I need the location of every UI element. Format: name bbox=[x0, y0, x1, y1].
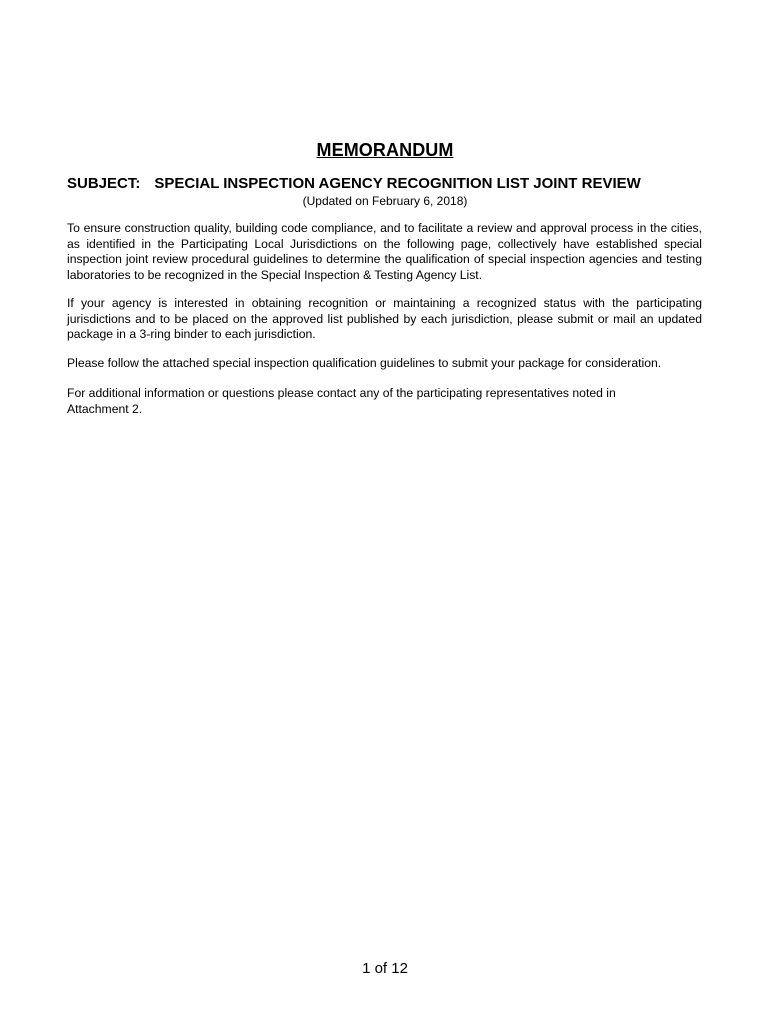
subject-label: SUBJECT: bbox=[67, 175, 141, 192]
paragraph-2: If your agency is interested in obtaining recognition or maintaining a recognized status with the participating jurisdictions and to be placed on the approved list published by each jurisdiction, please submit or mail an updated package in a 3-ring binder to each jurisdiction. bbox=[67, 296, 702, 341]
paragraph-4: For additional information or questions please contact any of the participating representatives noted in Attachment 2. bbox=[67, 386, 616, 416]
subject-text: SPECIAL INSPECTION AGENCY RECOGNITION LIST JOINT REVIEW bbox=[154, 175, 641, 192]
page-number: 1 of 12 bbox=[362, 960, 408, 977]
paragraph-3: Please follow the attached special inspection qualification guidelines to submit your package for consideration. bbox=[67, 356, 662, 370]
paragraph-1: To ensure construction quality, building code compliance, and to facilitate a review and approval process in the cities, as identified in the Participating Local Jurisdictions on the following page, collectively have established special inspection joint review procedural guidelines to determine the qualification of special inspection agencies and testing laboratories to be recognized in the Special Inspection & Testing Agency List. bbox=[67, 221, 702, 282]
memo-title: MEMORANDUM bbox=[316, 140, 454, 160]
memo-subject bbox=[67, 175, 707, 192]
updated-date: (Updated on February 6, 2018) bbox=[302, 194, 468, 208]
